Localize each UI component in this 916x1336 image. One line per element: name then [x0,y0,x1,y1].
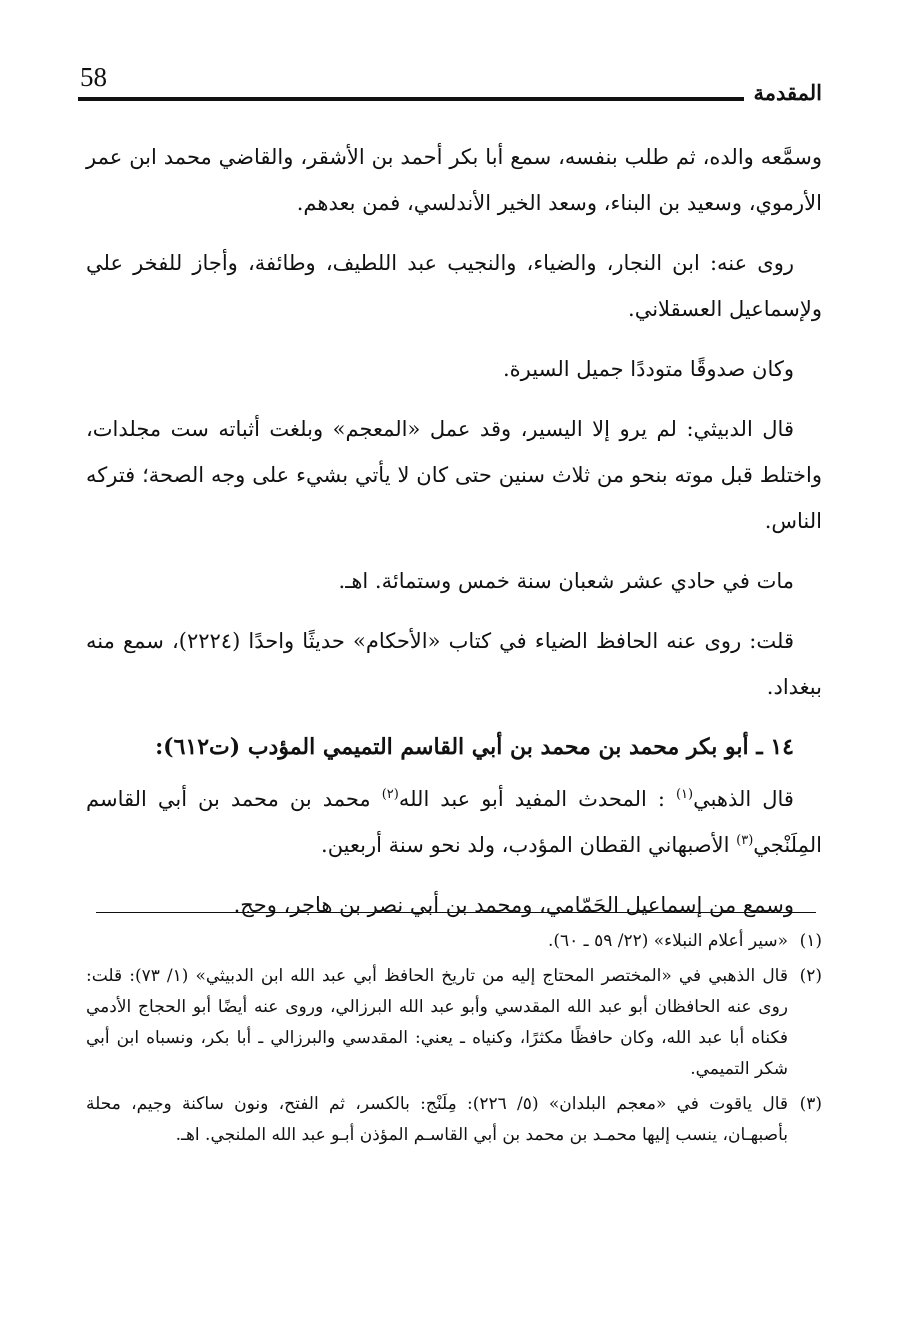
running-title: المقدمة [753,80,822,105]
footnote-text: «سير أعلام النبلاء» (٢٢/ ٥٩ ـ ٦٠). [547,931,788,951]
footnote-ref[interactable]: (٣) [736,833,754,848]
page-number: 58 [80,62,107,92]
footnote-text: قال ياقوت في «معجم البلدان» (٥/ ٢٢٦): مِلَنْج: بالكسر، ثم الفتح، ونون ساكنة وجيم، محلة بأصبهـان، ينسب إليها محمـد بن محمد بن أبي القاسـم المؤذن أبـو عبد الله الملنجي. اهـ. [86,1094,788,1145]
text-run: الأصبهاني القطان المؤدب، ولد نحو سنة أربعين. [321,833,737,857]
footnotes [86,926,822,1155]
paragraph: وسمَّعه والده، ثم طلب بنفسه، سمع أبا بكر أحمد بن الأشقر، والقاضي محمد ابن عمر الأرموي، وسعيد بن البناء، وسعد الخير الأندلسي، فمن بعدهم. [86,145,822,215]
footnote [86,1089,822,1151]
main-text [86,134,822,942]
text-run: قال الذهبي [693,787,794,811]
footnote-mark: (١) [799,931,822,951]
footnote [86,961,822,1085]
footnote-mark: (٢) [799,966,822,986]
paragraph: قال الدبيثي: لم يرو إلا اليسير، وقد عمل «المعجم» وبلغت أثباته ست مجلدات، واختلط قبل موته بنحو من ثلاث سنين حتى كان لا يأتي بشيء على وجه الصحة؛ فتركه الناس. [86,417,822,533]
footnote-mark: (٣) [799,1094,822,1114]
entry-heading: ١٤ ـ أبو بكر محمد بن محمد بن أبي القاسم التميمي المؤدب (ت٦١٢): [155,734,794,760]
page-header [78,62,822,112]
header-rule [78,97,744,101]
paragraph: مات في حادي عشر شعبان سنة خمس وستمائة. اهـ. [338,569,794,593]
text-run: : المحدث المفيد أبو عبد الله [398,787,676,811]
paragraph [86,776,822,868]
footnote-separator [96,912,816,913]
footnote [86,926,822,957]
text-run: محمد بن محمد بن أبي القاسم المِلَنْجي [86,787,822,857]
paragraph: قلت: روى عنه الحافظ الضياء في كتاب «الأحكام» حديثًا واحدًا (٢٢٢٤)، سمع منه ببغداد. [86,629,822,699]
paragraph: وكان صدوقًا متوددًا جميل السيرة. [503,357,794,381]
paragraph: روى عنه: ابن النجار، والضياء، والنجيب عبد اللطيف، وطائفة، وأجاز للفخر علي ولإسماعيل العسقلاني. [86,251,822,321]
footnote-text: قال الذهبي في «المختصر المحتاج إليه من تاريخ الحافظ أبي عبد الله ابن الدبيثي» (١/ ٧٣): قلت: روى عنه الحافظان أبو عبد الله المقدسي وأبو عبد الله البرزالي، وروى عنه أيضًا أبو الحجاج الأدمي فكناه أبا عبد الله، وكان حافظًا مكثرًا، وكنياه ـ يعني: المقدسي والبرزالي ـ أبا بكر، ونسباه ابن أبي شكر التميمي. [86,966,788,1079]
paragraph: وسمع من إسماعيل الحَمّامي، ومحمد بن أبي نصر بن هاجر، وحج. [233,893,794,917]
footnote-ref[interactable]: (٢) [381,787,399,802]
footnote-ref[interactable]: (١) [675,787,694,802]
